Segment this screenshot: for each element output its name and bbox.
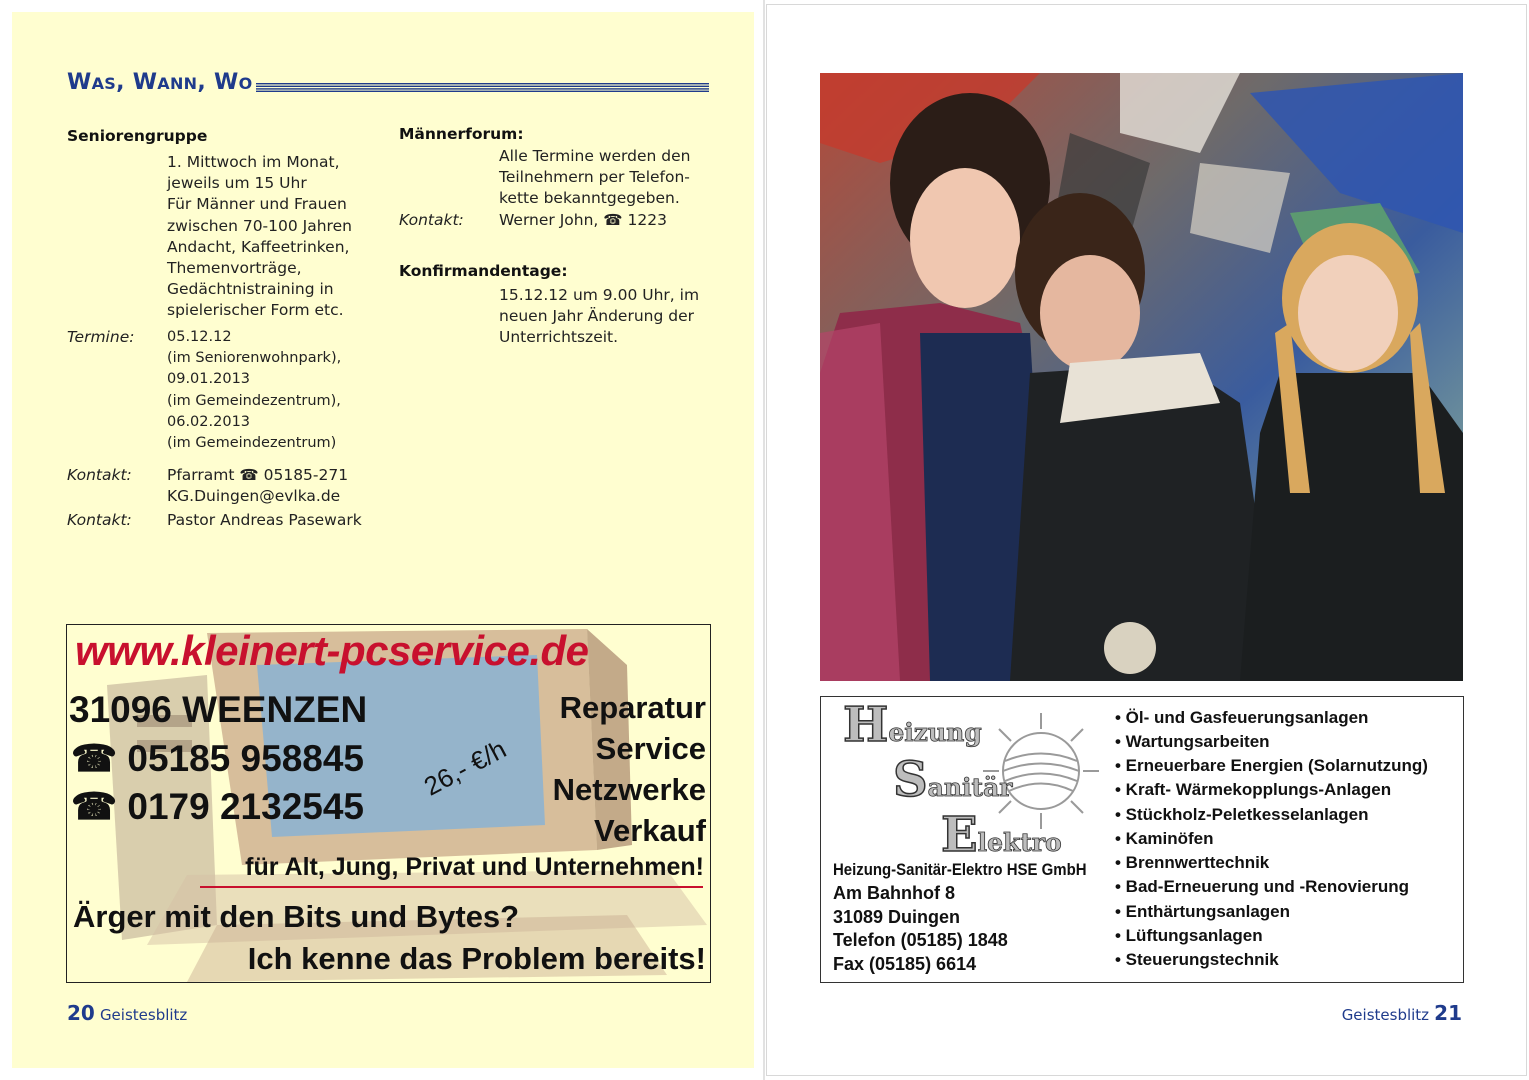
tagline-underline (200, 886, 703, 888)
hse-ad (820, 696, 1464, 983)
pc-service-slogan2: Ich kenne das Problem bereits! (247, 941, 706, 976)
kontakt-pastor: Pastor Andreas Pasewark (167, 511, 362, 529)
publication-name: Geistesblitz (99, 1006, 188, 1024)
termine-list: 05.12.12 (im Seniorenwohnpark), 09.01.2013 (im Gemeindezentrum), 06.02.2013 (im Gemeindezentrum) (167, 329, 342, 452)
hse-address: Am Bahnhof 8 31089 Duingen Telefon (05185) 1848 Fax (05185) 6614 (833, 883, 1008, 974)
kontakt2-label: Kontakt: (67, 511, 132, 529)
hse-service: • Erneuerbare Energien (Solarnutzung) (1115, 756, 1428, 775)
hse-service: • Brennwerttechnik (1115, 853, 1270, 872)
hse-service: • Öl- und Gasfeuerungsanlagen (1115, 708, 1369, 727)
pc-service-ad (66, 624, 711, 983)
page-number: 21 (1434, 1001, 1462, 1025)
seniorengruppe-title: Seniorengruppe (67, 127, 208, 145)
hse-logo: Heizung Sanitär Elektro (843, 697, 1062, 863)
page-number: 20 (67, 1001, 95, 1025)
konfirmandentage-title: Konfirmandentage: (399, 262, 568, 280)
hse-service: • Enthärtungsanlagen (1115, 902, 1291, 921)
maennerforum-description: Alle Termine werden den Teilnehmern per Telefon- kette bekanntgegeben. (499, 147, 691, 208)
hse-service: • Lüftungsanlagen (1115, 926, 1263, 945)
pc-service-phone2: ☎ 0179 2132545 (71, 786, 365, 827)
left-folio (67, 1001, 187, 1025)
pc-service-phone1: ☎ 05185 958845 (71, 738, 365, 779)
hse-service: • Steuerungstechnik (1115, 950, 1279, 969)
email-link[interactable]: KG.Duingen@evlka.de (167, 487, 341, 506)
pc-service-slogan1: Ärger mit den Bits und Bytes? (73, 899, 520, 934)
seniorengruppe-description: 1. Mittwoch im Monat, jeweils um 15 Uhr Für Männer und Frauen zwischen 70-100 Jahren Andacht, Kaffeetrinken, Themenvorträge, Gedächtnistraining in spielerischer Form etc. (167, 153, 352, 320)
hse-service: • Wartungsarbeiten (1115, 732, 1270, 751)
photo-three-girls (820, 73, 1463, 681)
termine-label: Termine: (67, 328, 135, 346)
maennerforum-kontakt: Werner John, ☎ 1223 (499, 211, 667, 229)
pc-service-tagline: für Alt, Jung, Privat und Unternehmen! (245, 853, 704, 881)
title-rule (256, 83, 709, 92)
hse-service: • Kaminöfen (1115, 829, 1214, 848)
hse-company: Heizung-Sanitär-Elektro HSE GmbH (833, 860, 1087, 879)
pc-service-city: 31096 WEENZEN (69, 689, 368, 730)
section-title: WAS, WANN, WO (67, 70, 253, 95)
pc-service-url[interactable]: www.kleinert-pcservice.de (75, 627, 589, 674)
pc-service-price: 26,- €/h (419, 733, 511, 802)
hse-service: • Stückholz-Peletkesselanlagen (1115, 805, 1369, 824)
maennerforum-kontakt-label: Kontakt: (399, 211, 464, 229)
publication-name: Geistesblitz (1341, 1006, 1430, 1024)
hse-service: • Bad-Erneuerung und -Renovierung (1115, 877, 1410, 896)
right-folio (1342, 1001, 1462, 1025)
kontakt-label: Kontakt: (67, 466, 132, 484)
konfirmandentage-description: 15.12.12 um 9.00 Uhr, im neuen Jahr Änderung der Unterrichtszeit. (499, 286, 700, 347)
page-spine (763, 0, 765, 1080)
kontakt-pfarramt: Pfarramt ☎ 05185-271 KG.Duingen@evlka.de (167, 465, 348, 507)
pc-service-services: Reparatur Service Netzwerke Verkauf (552, 690, 706, 848)
maennerforum-title: Männerforum: (399, 125, 524, 143)
hse-service: • Kraft- Wärmekopplungs-Anlagen (1115, 780, 1392, 799)
